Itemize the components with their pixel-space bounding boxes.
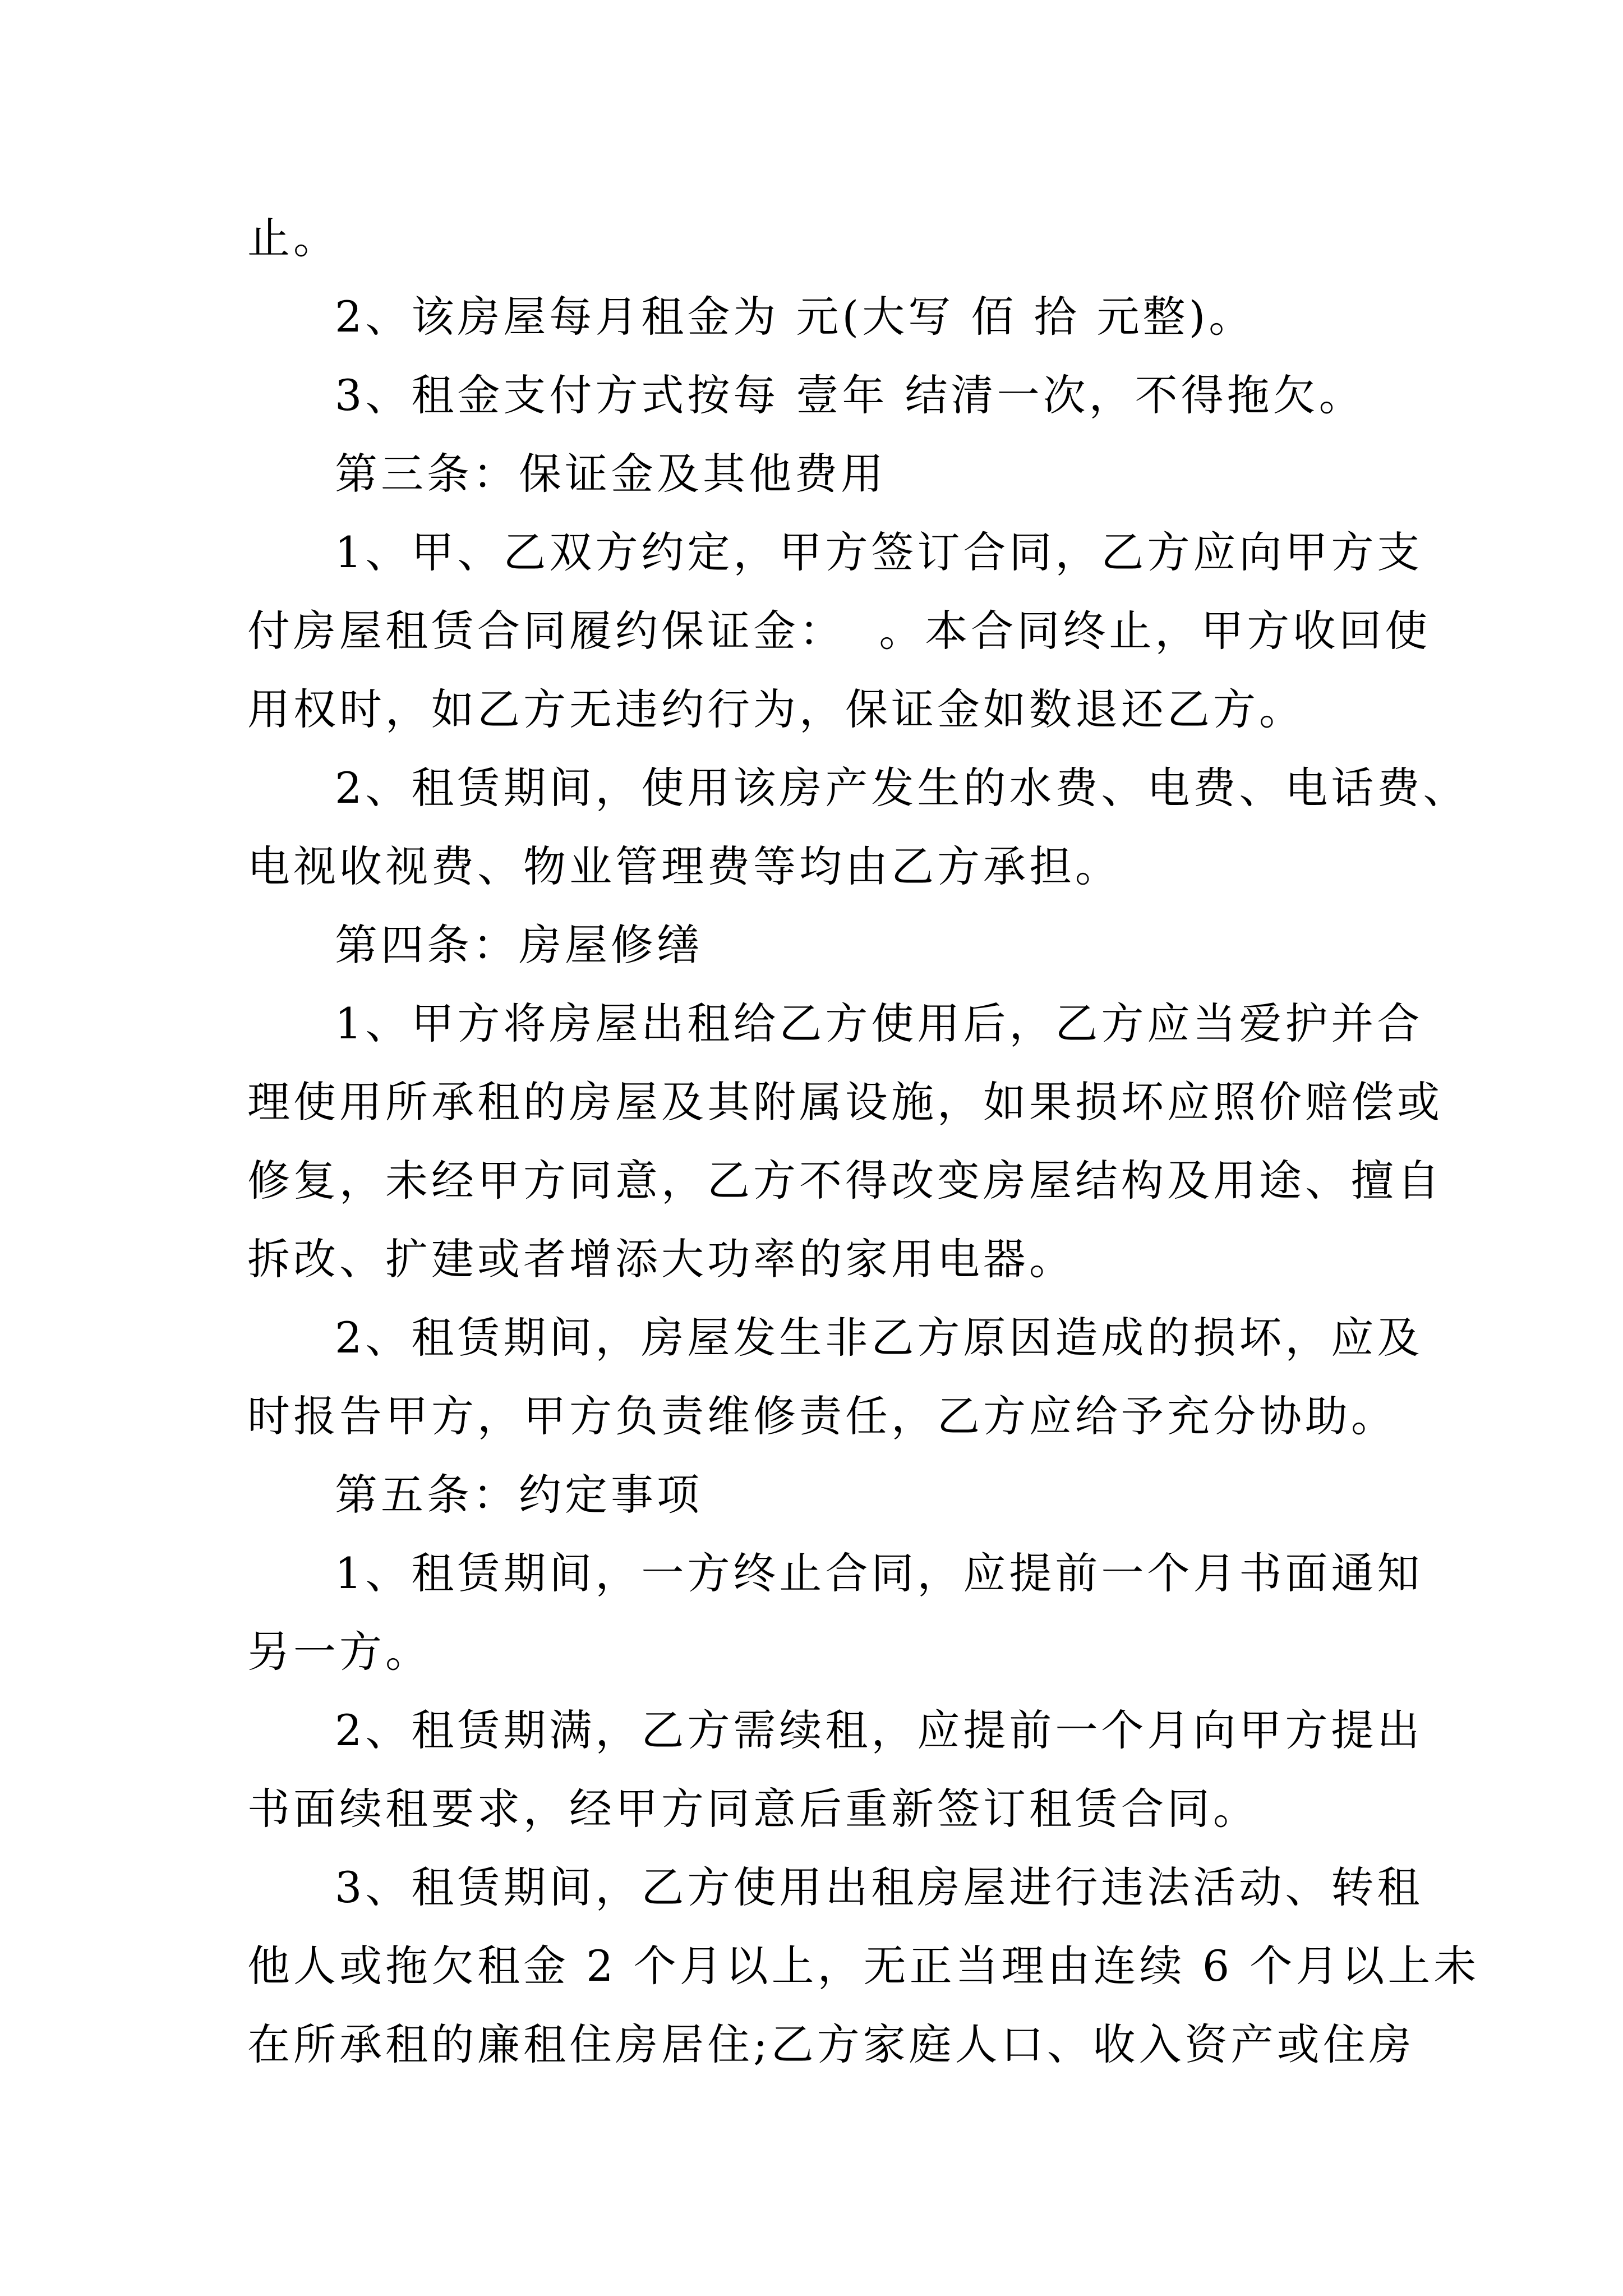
text-line: 2、租赁期间，使用该房产发生的水费、电费、电话费、 (335, 763, 1469, 813)
text-line: 3、租金支付方式按每 壹年 结清一次，不得拖欠。 (335, 370, 1365, 420)
section-heading: 第三条：保证金及其他费用 (335, 449, 887, 499)
text-line: 拆改、扩建或者增添大功率的家用电器。 (247, 1234, 1075, 1284)
text-line: 止。 (247, 213, 339, 263)
text-line: 修复，未经甲方同意，乙方不得改变房屋结构及用途、擅自 (247, 1156, 1443, 1205)
text-line: 1、甲、乙双方约定，甲方签订合同，乙方应向甲方支 (335, 527, 1423, 577)
text-line: 3、租赁期间，乙方使用出租房屋进行违法活动、转租 (335, 1862, 1423, 1912)
text-line: 时报告甲方，甲方负责维修责任，乙方应给予充分协助。 (247, 1391, 1397, 1441)
text-line: 书面续租要求，经甲方同意后重新签订租赁合同。 (247, 1784, 1259, 1834)
section-heading: 第四条：房屋修缮 (335, 920, 703, 970)
text-line: 2、该房屋每月租金为 元(大写 佰 拾 元整)。 (335, 292, 1255, 342)
text-line: 另一方。 (247, 1627, 431, 1677)
text-line: 电视收视费、物业管理费等均由乙方承担。 (247, 841, 1121, 891)
section-heading: 第五条：约定事项 (335, 1470, 703, 1520)
text-line: 在所承租的廉租住房居住;乙方家庭人口、收入资产或住房 (247, 2019, 1415, 2069)
text-line: 1、租赁期间，一方终止合同，应提前一个月书面通知 (335, 1548, 1423, 1598)
text-line: 2、租赁期满，乙方需续租，应提前一个月向甲方提出 (335, 1705, 1423, 1755)
text-line: 2、租赁期间，房屋发生非乙方原因造成的损坏，应及 (335, 1313, 1423, 1363)
text-line: 1、甲方将房屋出租给乙方使用后，乙方应当爱护并合 (335, 999, 1423, 1048)
text-line: 付房屋租赁合同履约保证金： 。本合同终止，甲方收回使 (247, 606, 1431, 656)
text-line: 用权时，如乙方无违约行为，保证金如数退还乙方。 (247, 684, 1305, 734)
text-line: 他人或拖欠租金 2 个月以上，无正当理由连续 6 个月以上未 (247, 1941, 1480, 1991)
text-line: 理使用所承租的房屋及其附属设施，如果损坏应照价赔偿或 (247, 1077, 1443, 1127)
